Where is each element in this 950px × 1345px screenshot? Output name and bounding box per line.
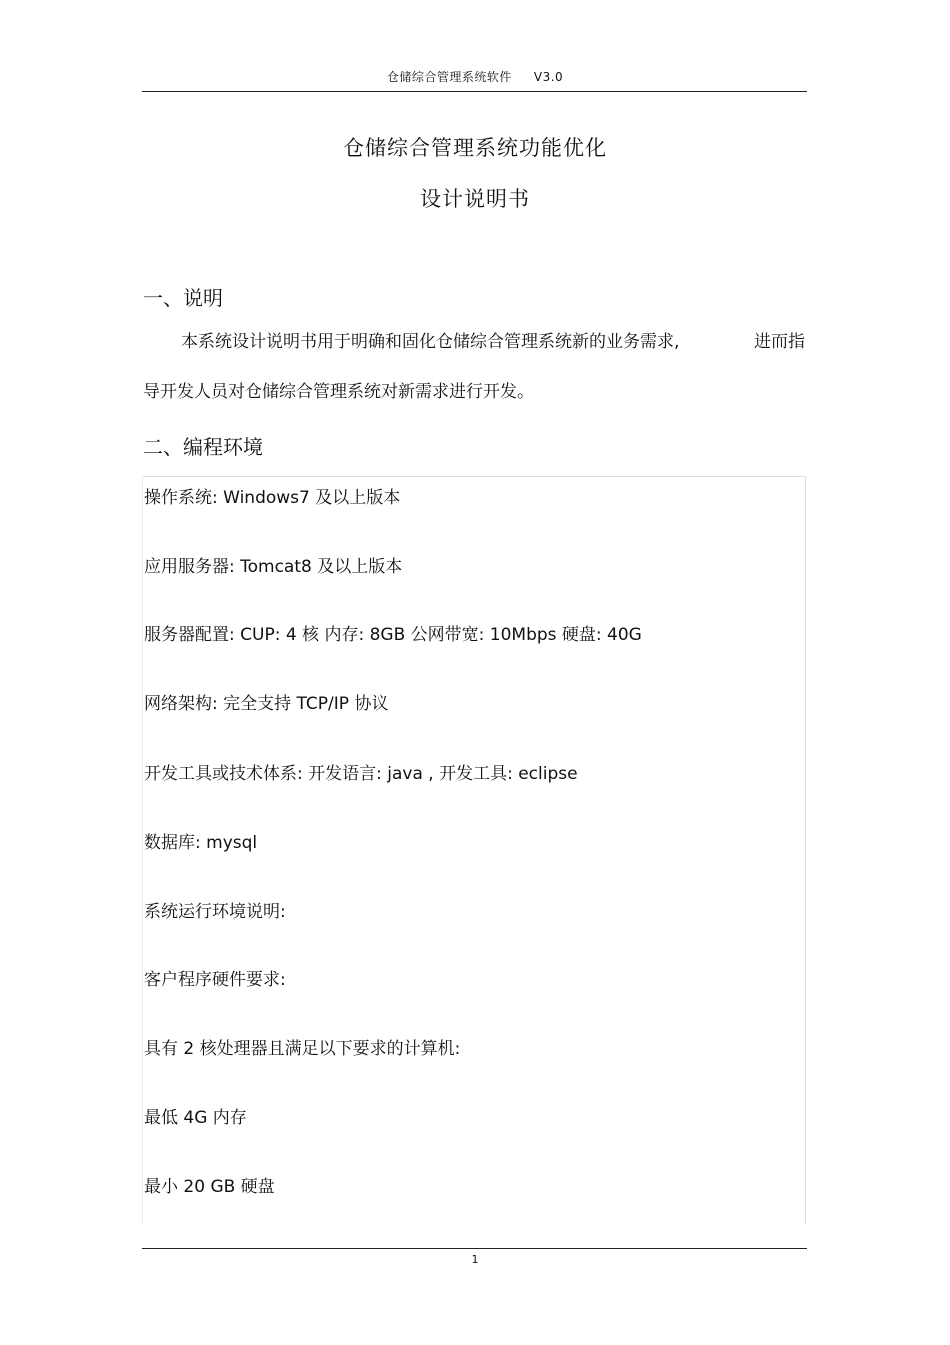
footer-rule [142,1248,807,1249]
page-header [0,68,950,85]
section-heading-description: 一、说明 [143,286,223,310]
env-line-disk: 最小 20 GB 硬盘 [144,1177,275,1197]
header-version: V3.0 [533,70,564,84]
section-heading-environment: 二、编程环境 [143,435,263,459]
description-paragraph-line2: 导开发人员对仓储综合管理系统对新需求进行开发。 [143,382,534,402]
description-text-b: 进而指 [754,332,805,352]
env-line-app-server: 应用服务器: Tomcat8 及以上版本 [144,557,403,577]
description-text-a: 本系统设计说明书用于明确和固化仓储综合管理系统新的业务需求, [181,332,680,352]
document-subtitle: 设计说明书 [420,187,530,211]
header-rule [142,91,807,92]
env-line-database: 数据库: mysql [144,833,258,853]
header-doc-name: 仓储综合管理系统软件 [386,70,512,84]
description-paragraph-line1 [143,332,805,352]
env-line-network: 网络架构: 完全支持 TCP/IP 协议 [144,694,389,714]
env-line-runtime: 系统运行环境说明: [144,902,286,922]
env-line-dev-tools: 开发工具或技术体系: 开发语言: java , 开发工具: eclipse [144,764,578,784]
env-line-cpu: 具有 2 核处理器且满足以下要求的计算机: [144,1039,461,1059]
env-line-memory: 最低 4G 内存 [144,1108,247,1128]
env-line-os: 操作系统: Windows7 及以上版本 [144,488,401,508]
env-line-client-hw: 客户程序硬件要求: [144,970,286,990]
env-line-server-config: 服务器配置: CUP: 4 核 内存: 8GB 公网带宽: 10Mbps 硬盘: 40G [144,625,642,645]
page-number: 1 [471,1253,479,1266]
document-title: 仓储综合管理系统功能优化 [343,136,607,160]
